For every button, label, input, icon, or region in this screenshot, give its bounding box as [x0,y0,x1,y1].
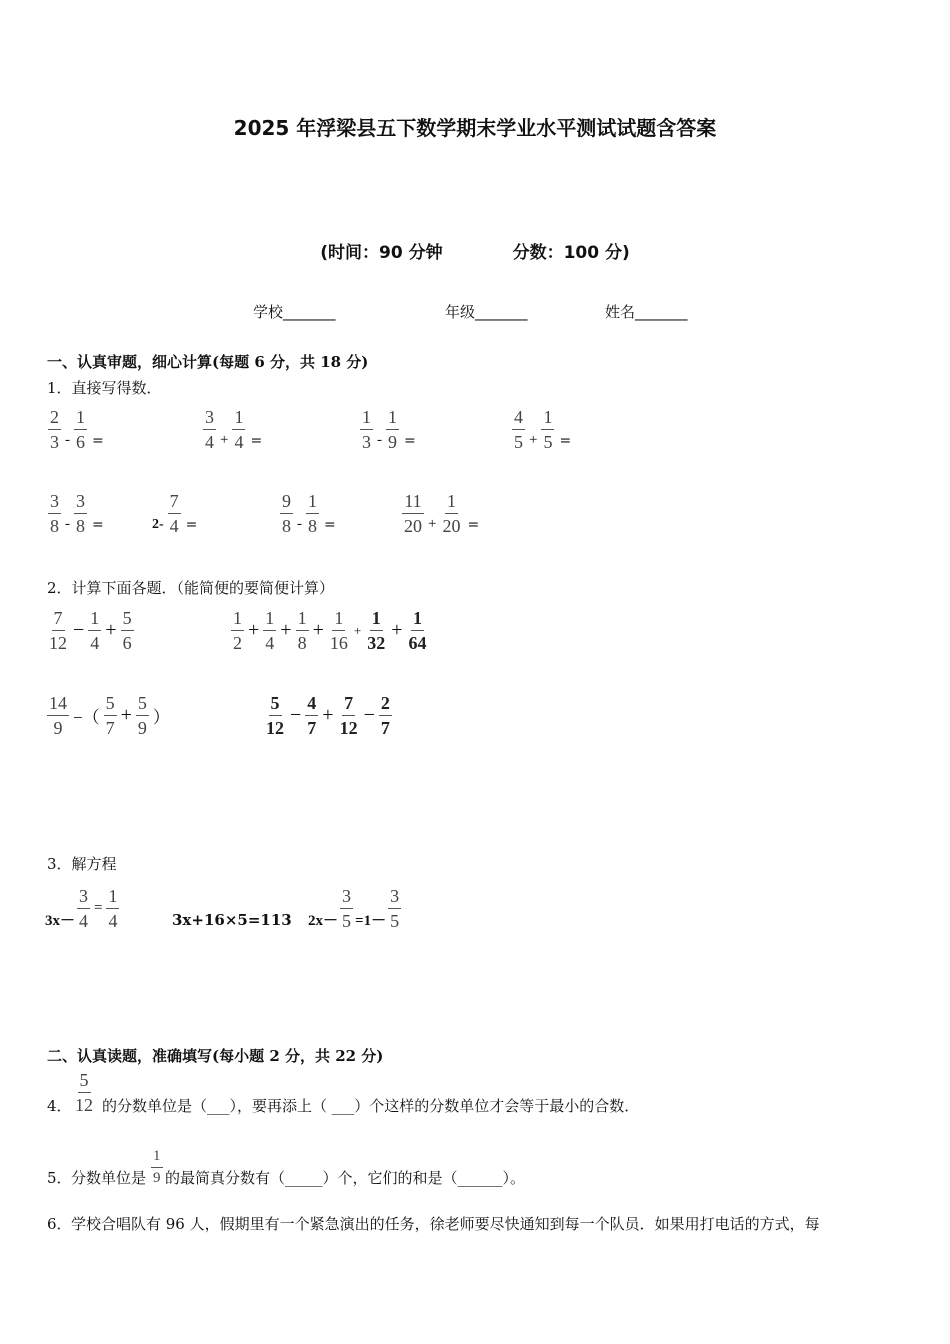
fraction: $\frac{1}{8}$ [308,491,317,536]
fraction: $\frac{1}{64}$ [408,608,427,653]
fraction: $\frac{3}{5}$ [390,886,400,931]
question-4-fraction [71,1071,97,1114]
fraction: $\frac{1}{4}$ [265,608,275,653]
fraction: $\frac{14}{9}$ [49,693,67,738]
fraction: $\frac{9}{8}$ [282,491,291,536]
fraction: $\frac{5}{12}$ [266,693,284,738]
fraction: $\frac{3}{5}$ [342,886,352,931]
q3-equation-2: 3x+16×5=113 [172,911,292,929]
fraction: $\frac{3}{8}$ [50,491,59,536]
fraction: $\frac{1}{4}$ [108,886,118,931]
question-5-prefix: 分数单位是 [71,1169,147,1187]
q1-item-5: $\frac{3}{8}$ - $\frac{3}{8}$ = [50,491,104,536]
fraction: $\frac{1}{8}$ [297,608,307,653]
grade-field: 年级_______ [445,303,528,321]
fraction: $\frac{4}{7}$ [307,693,317,738]
fraction: $\frac{1}{20}$ [442,491,461,536]
q2-expression-4: $\frac{5}{12}$ − $\frac{4}{7}$ + $\frac{7}{12}$ − $\frac{2}{7}$ [266,693,390,738]
time-limit: (时间：90 分钟 [320,243,443,263]
fraction: $\frac{1}{4}$ [234,407,244,452]
q1-item-7: $\frac{9}{8}$ - $\frac{1}{8}$ = [282,491,336,536]
fraction: $\frac{2}{3}$ [50,407,59,452]
fraction: $\frac{1}{4}$ [90,608,100,653]
fraction: $\frac{7}{4}$ [169,491,179,536]
question-6-number: 6． [47,1215,72,1233]
question-6-text: 学校合唱队有 96 人，假期里有一个紧急演出的任务，徐老师要尽快通知到每一个队员．如果用打电话的方式，每 [71,1215,820,1233]
fraction: $\frac{1}{16}$ [329,608,348,653]
question-5-fraction [149,1149,165,1186]
fraction: $\frac{1}{9}$ [153,1148,161,1186]
fraction: $\frac{4}{5}$ [514,407,523,452]
section-2-heading: 二、认真读题，准确填写(每小题 2 分，共 22 分) [47,1047,384,1065]
fraction: $\frac{11}{20}$ [404,491,422,536]
q1-item-8: $\frac{11}{20}$ + $\frac{1}{20}$ = [404,491,480,536]
fraction: $\frac{3}{4}$ [79,886,89,931]
page-title: 2025 年浮梁县五下数学期末学业水平测试试题含答案 [233,116,717,140]
school-field: 学校_______ [253,303,336,321]
q2-expression-3: $\frac{14}{9}$ −（ $\frac{5}{7}$ + $\frac{5}{9}$ ） [49,693,170,738]
q2-expression-2: $\frac{1}{2}$ + $\frac{1}{4}$ + $\frac{1}{8}$ + $\frac{1}{16}$ + $\frac{1}{32}$ + $\frac{1}{64}$ [233,608,427,653]
fraction: $\frac{1}{32}$ [367,608,386,653]
fraction: $\frac{5}{6}$ [122,608,132,653]
q1-item-3: $\frac{1}{3}$ - $\frac{1}{9}$ = [362,407,416,452]
fraction: $\frac{2}{7}$ [380,693,390,738]
section-1-heading: 一、认真审题，细心计算(每题 6 分，共 18 分) [47,353,369,371]
fraction: $\frac{1}{5}$ [543,407,553,452]
fraction: $\frac{1}{9}$ [388,407,397,452]
question-5-text: 的最简真分数有（_____）个，它们的和是（______）。 [165,1169,526,1187]
fraction: $\frac{3}{4}$ [205,407,214,452]
q3-equation-1: 3x－ $\frac{3}{4}$ = $\frac{1}{4}$ [45,886,118,931]
question-3-label: 3．解方程 [47,855,117,873]
q2-expression-1: $\frac{7}{12}$ − $\frac{1}{4}$ + $\frac{5}{6}$ [49,608,132,653]
question-4-number: 4． [47,1097,72,1115]
question-5-number: 5． [47,1169,72,1187]
fraction: $\frac{5}{9}$ [137,693,147,738]
fraction: $\frac{3}{8}$ [76,491,85,536]
fraction: $\frac{7}{12}$ [339,693,358,738]
fraction: $\frac{7}{12}$ [49,608,67,653]
question-4-text: 的分数单位是（___），要再添上（ ___）个这样的分数单位才会等于最小的合数． [102,1097,640,1115]
q1-item-4: $\frac{4}{5}$ + $\frac{1}{5}$ = [514,407,572,452]
name-field: 姓名_______ [605,303,688,321]
fraction: $\frac{1}{3}$ [362,407,371,452]
fraction: $\frac{5}{7}$ [105,693,115,738]
q1-item-1: $\frac{2}{3}$ - $\frac{1}{6}$ = [50,407,104,452]
q1-item-2: $\frac{3}{4}$ + $\frac{1}{4}$ = [205,407,263,452]
q3-equation-3: 2x－ $\frac{3}{5}$ =1－ $\frac{3}{5}$ [308,886,400,931]
fraction: $\frac{5}{12}$ [75,1070,93,1115]
question-1-label: 1．直接写得数． [47,379,162,397]
question-2-label: 2．计算下面各题．（能简便的要简便计算） [47,579,335,597]
fraction: $\frac{1}{2}$ [233,608,242,653]
total-score: 分数：100 分) [512,243,630,263]
fraction: $\frac{1}{6}$ [76,407,85,452]
exam-meta [0,238,950,263]
q1-item-6: 2- $\frac{7}{4}$ = [152,491,198,536]
